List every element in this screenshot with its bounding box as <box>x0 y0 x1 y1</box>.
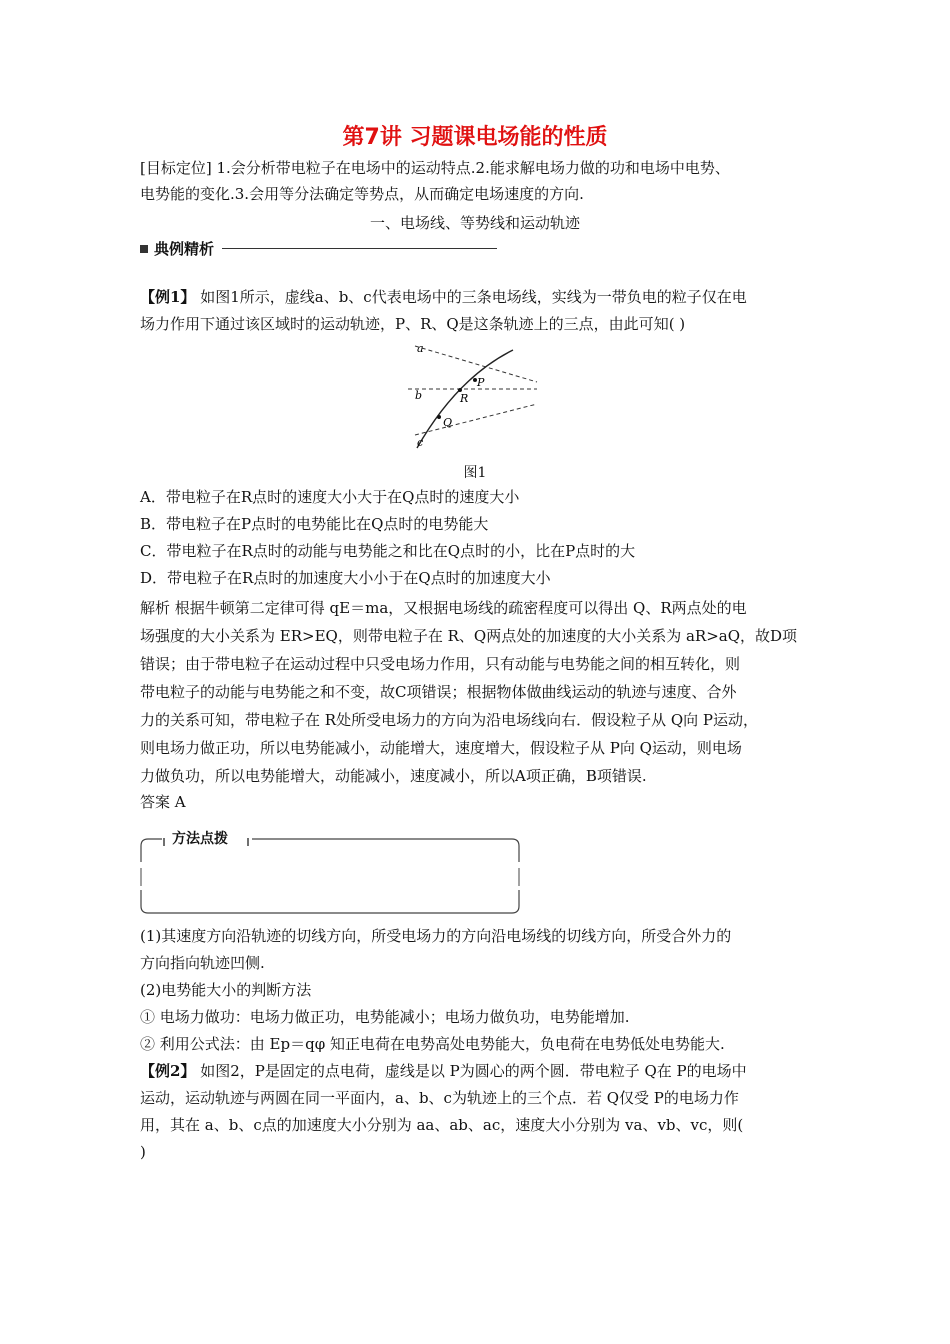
subheading-rule <box>222 248 497 249</box>
square-bullet-icon <box>140 245 148 253</box>
page-title: 第7讲 习题课电场能的性质 <box>342 125 608 150</box>
example1-line-1 <box>140 287 747 307</box>
figure-1 <box>405 340 545 452</box>
example1-q1: 如图1所示，虚线a、b、c代表电场中的三条电场线，实线为一带负电的粒子仅在电 <box>200 288 747 306</box>
subheading <box>140 238 497 259</box>
label-c: c <box>417 436 424 449</box>
label-a: a <box>417 342 424 355</box>
answer: 答案 A <box>140 793 186 811</box>
objectives-line-2: 电势能的变化.3.会用等分法确定等势点，从而确定电场速度的方向. <box>140 185 584 203</box>
option-d: D．带电粒子在R点时的加速度大小小于在Q点时的加速度大小 <box>140 569 551 587</box>
option-a: A．带电粒子在R点时的速度大小大于在Q点时的速度大小 <box>140 488 520 506</box>
example2-label: 【例2】 <box>140 1062 196 1080</box>
point-Q <box>437 415 441 419</box>
analysis-line-4: 带电粒子的动能与电势能之和不变，故C项错误；根据物体做曲线运动的轨迹与速度、合外 <box>140 683 737 701</box>
example2-text-1: 如图2，P是固定的点电荷，虚线是以 P为圆心的两个圆．带电粒子 Q在 P的电场中 <box>200 1062 747 1080</box>
label-R: R <box>460 392 469 405</box>
section-heading: 一、电场线、等势线和运动轨迹 <box>369 214 580 232</box>
subheading-text: 典例精析 <box>154 240 215 258</box>
example1-q2: 场力作用下通过该区域时的运动轨迹，P、R、Q是这条轨迹上的三点，由此可知( ) <box>140 315 686 333</box>
option-c: C．带电粒子在R点时的动能与电势能之和比在Q点时的小，比在P点时的大 <box>140 542 636 560</box>
label-Q: Q <box>443 416 453 429</box>
method-item-3: (2)电势能大小的判断方法 <box>140 981 312 999</box>
analysis-line-7: 力做负功，所以电势能增大，动能减小，速度减小，所以A项正确，B项错误. <box>140 767 647 785</box>
method-item-5: ② 利用公式法：由 Ep＝qφ 知正电荷在电势高处电势能大，负电荷在电势低处电势能大. <box>140 1035 725 1053</box>
method-item-2: 方向指向轨迹凹侧. <box>140 954 265 972</box>
objectives-line-1: [目标定位] 1.会分析带电粒子在电场中的运动特点.2.能求解电场力做的功和电场中电势、 <box>140 159 730 177</box>
label-P: P <box>477 376 485 389</box>
analysis-line-2: 场强度的大小关系为 ER>EQ，则带电粒子在 R、Q两点处的加速度的大小关系为 aR>aQ，故D项 <box>140 627 798 645</box>
analysis-line-3: 错误；由于带电粒子在运动过程中只受电场力作用，只有动能与电势能之间的相互转化，则 <box>140 655 741 673</box>
option-b: B．带电粒子在P点时的电势能比在Q点时的电势能大 <box>140 515 489 533</box>
example1-label: 【例1】 <box>140 288 196 306</box>
example2-line-2: 运动，运动轨迹与两圆在同一平面内，a、b、c为轨迹上的三个点．若 Q仅受 P的电场力作 <box>140 1089 739 1107</box>
method-item-4: ① 电场力做功：电场力做正功，电势能减小；电场力做负功，电势能增加. <box>140 1008 630 1026</box>
analysis-line-6: 则电场力做正功，所以电势能减小，动能增大，速度增大，假设粒子从 P向 Q运动，则电场 <box>140 739 742 757</box>
method-box-frame <box>140 838 520 914</box>
figure-1-caption: 图1 <box>463 465 487 481</box>
example2-line-1 <box>140 1061 747 1081</box>
field-line-c <box>415 404 537 435</box>
analysis-line-5: 力的关系可知，带电粒子在 R处所受电场力的方向为沿电场线向右．假设粒子从 Q向 P运动， <box>140 711 758 729</box>
method-item-1: (1)其速度方向沿轨迹的切线方向，所受电场力的方向沿电场线的切线方向，所受合外力的 <box>140 927 732 945</box>
field-line-a <box>415 346 537 382</box>
label-b: b <box>415 389 423 402</box>
method-box <box>140 831 520 914</box>
method-label: 方法点拨 <box>168 828 232 848</box>
example2-line-4: ) <box>140 1143 146 1161</box>
example2-line-3: 用，其在 a、b、c点的加速度大小分别为 aa、ab、ac，速度大小分别为 va、vb、vc，则( <box>140 1116 744 1134</box>
analysis-line-1: 解析 根据牛顿第二定律可得 qE＝ma，又根据电场线的疏密程度可以得出 Q、R两点处的电 <box>140 599 747 617</box>
